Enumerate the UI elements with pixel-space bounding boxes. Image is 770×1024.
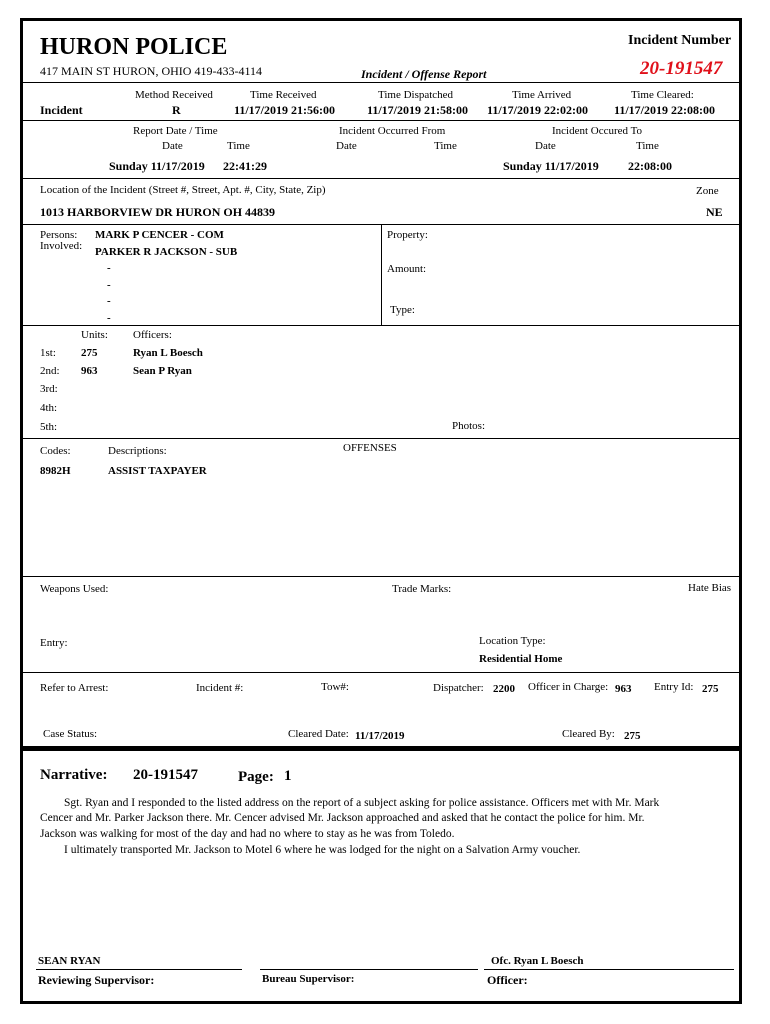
hate-bias-label: Hate Bias bbox=[688, 582, 732, 594]
agency-name: HURON POLICE bbox=[40, 34, 228, 60]
cleared-by: 275 bbox=[624, 730, 641, 742]
narrative-number: 20-191547 bbox=[133, 767, 198, 783]
time-received-label: Time Received bbox=[250, 89, 317, 101]
divider bbox=[20, 325, 739, 326]
entry-id-label: Entry Id: bbox=[654, 681, 694, 693]
divider bbox=[381, 224, 382, 325]
bureau-label: Bureau Supervisor: bbox=[262, 973, 355, 985]
dispatcher-value: 2200 bbox=[493, 683, 515, 695]
to-time: 22:08:00 bbox=[628, 159, 672, 173]
to-date-label: Date bbox=[535, 140, 556, 152]
page-label: Page: bbox=[238, 769, 274, 785]
zone-label: Zone bbox=[696, 185, 719, 197]
divider bbox=[20, 438, 739, 439]
person-item: - bbox=[107, 312, 111, 324]
trade-marks-label: Trade Marks: bbox=[392, 583, 452, 595]
time-dispatched-label: Time Dispatched bbox=[378, 89, 454, 101]
person-item: - bbox=[107, 295, 111, 307]
from-time-label: Time bbox=[434, 140, 457, 152]
to-date: Sunday 11/17/2019 bbox=[503, 159, 599, 173]
divider bbox=[20, 120, 739, 121]
divider bbox=[20, 224, 739, 225]
offense-code: 8982H bbox=[40, 465, 71, 477]
entry-label: Entry: bbox=[40, 637, 68, 649]
incident-number-label: Incident Number bbox=[628, 33, 732, 48]
unit-number: 275 bbox=[81, 347, 98, 359]
occurred-from-label: Incident Occurred From bbox=[339, 125, 446, 137]
person-item: PARKER R JACKSON - SUB bbox=[95, 246, 238, 258]
dispatcher-label: Dispatcher: bbox=[433, 682, 484, 694]
weapons-label: Weapons Used: bbox=[40, 583, 109, 595]
case-status-label: Case Status: bbox=[43, 728, 98, 740]
divider bbox=[20, 576, 739, 577]
cleared-by-label: Cleared By: bbox=[562, 728, 615, 740]
from-date-label: Date bbox=[336, 140, 357, 152]
report-date-label: Date bbox=[162, 140, 183, 152]
refer-label: Refer to Arrest: bbox=[40, 682, 109, 694]
codes-label: Codes: bbox=[40, 445, 71, 457]
person-item: MARK P CENCER - COM bbox=[95, 229, 224, 241]
incident-number: 20-191547 bbox=[640, 58, 723, 79]
supervisor-name: SEAN RYAN bbox=[38, 955, 101, 967]
descriptions-label: Descriptions: bbox=[108, 445, 167, 457]
zone-value: NE bbox=[706, 205, 723, 219]
divider bbox=[20, 82, 739, 83]
entry-id-value: 275 bbox=[702, 683, 719, 695]
times-row-label: Incident bbox=[40, 103, 83, 117]
signature-line bbox=[260, 969, 478, 970]
location-value: 1013 HARBORVIEW DR HURON OH 44839 bbox=[40, 205, 276, 219]
narrative-frame bbox=[20, 746, 742, 1004]
persons-label: Persons: bbox=[40, 229, 78, 241]
unit-ordinal: 4th: bbox=[40, 402, 58, 414]
report-dt-label: Report Date / Time bbox=[133, 125, 218, 137]
location-label: Location of the Incident (Street #, Street, Apt. #, City, State, Zip) bbox=[40, 184, 326, 196]
agency-address: 417 MAIN ST HURON, OHIO 419-433-4114 bbox=[40, 64, 262, 78]
incident-no-label: Incident #: bbox=[196, 682, 244, 694]
time-arrived: 11/17/2019 22:02:00 bbox=[487, 103, 588, 117]
officer-name: Sean P Ryan bbox=[133, 365, 192, 377]
officer-label: Officer: bbox=[487, 973, 528, 987]
unit-ordinal: 1st: bbox=[40, 347, 56, 359]
person-item: - bbox=[107, 262, 111, 274]
offenses-heading: OFFENSES bbox=[343, 442, 397, 454]
method-received-label: Method Received bbox=[135, 89, 213, 101]
unit-number: 963 bbox=[81, 365, 98, 377]
narrative-line: I ultimately transported Mr. Jackson to Motel 6 where he was lodged for the night on a Salvation Army voucher. bbox=[64, 844, 581, 856]
time-received: 11/17/2019 21:56:00 bbox=[234, 103, 335, 117]
offense-description: ASSIST TAXPAYER bbox=[108, 465, 207, 477]
narrative-line: Jackson was walking for most of the day and had no where to stay as he was from Toledo. bbox=[40, 828, 455, 840]
property-label: Property: bbox=[387, 229, 428, 241]
location-type-label: Location Type: bbox=[479, 635, 546, 647]
unit-ordinal: 5th: bbox=[40, 421, 58, 433]
time-dispatched: 11/17/2019 21:58:00 bbox=[367, 103, 468, 117]
narrative-label: Narrative: bbox=[40, 767, 108, 783]
narrative-line: Cencer and Mr. Parker Jackson there. Mr. Cencer advised Mr. Jackson approached and asked that he contact the police for him. Mr. bbox=[40, 812, 645, 824]
cleared-date: 11/17/2019 bbox=[355, 730, 405, 742]
oic-label: Officer in Charge: bbox=[528, 681, 609, 693]
time-cleared-label: Time Cleared: bbox=[631, 89, 694, 101]
photos-label: Photos: bbox=[452, 420, 486, 432]
officer-name: Ryan L Boesch bbox=[133, 347, 203, 359]
officer-name: Ofc. Ryan L Boesch bbox=[491, 955, 584, 967]
time-arrived-label: Time Arrived bbox=[512, 89, 572, 101]
signature-line bbox=[484, 969, 734, 970]
time-cleared: 11/17/2019 22:08:00 bbox=[614, 103, 715, 117]
supervisor-label: Reviewing Supervisor: bbox=[38, 973, 155, 987]
to-time-label: Time bbox=[636, 140, 659, 152]
report-type: Incident / Offense Report bbox=[361, 67, 487, 81]
method-received: R bbox=[172, 103, 181, 117]
divider bbox=[20, 672, 739, 673]
occurred-to-label: Incident Occured To bbox=[552, 125, 643, 137]
divider bbox=[20, 178, 739, 179]
narrative-line: Sgt. Ryan and I responded to the listed address on the report of a subject asking for police assistance. Officers met with Mr. Mark bbox=[64, 797, 660, 809]
units-label: Units: bbox=[81, 329, 108, 341]
report-date: Sunday 11/17/2019 bbox=[109, 159, 205, 173]
type-label: Type: bbox=[390, 304, 415, 316]
unit-ordinal: 3rd: bbox=[40, 383, 58, 395]
report-time-label: Time bbox=[227, 140, 250, 152]
involved-label: Involved: bbox=[40, 240, 83, 252]
amount-label: Amount: bbox=[387, 263, 427, 275]
signature-line bbox=[36, 969, 242, 970]
tow-label: Tow#: bbox=[321, 681, 349, 693]
unit-ordinal: 2nd: bbox=[40, 365, 60, 377]
page-number: 1 bbox=[284, 768, 292, 784]
report-time: 22:41:29 bbox=[223, 159, 267, 173]
location-type: Residential Home bbox=[479, 653, 563, 665]
officers-label: Officers: bbox=[133, 329, 172, 341]
oic-value: 963 bbox=[615, 683, 632, 695]
cleared-date-label: Cleared Date: bbox=[288, 728, 349, 740]
person-item: - bbox=[107, 279, 111, 291]
